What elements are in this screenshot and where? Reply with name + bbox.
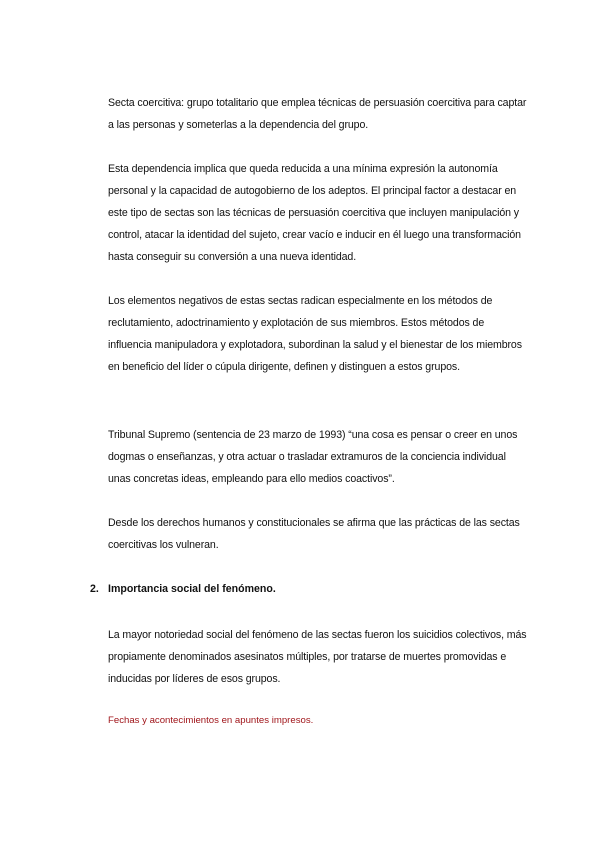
negative-elements-paragraph: Los elementos negativos de estas sectas radican especialmente en los métodos de reclutamiento, adoctrinamiento y explotación de sus miembros. Estos métodos de influencia manipuladora y explotadora, subordinan la salud y el bienestar de los miembros en beneficio del líder o cúpula dirigente, definen y distinguen a estos grupos. xyxy=(108,295,522,373)
dependency-paragraph: Esta dependencia implica que queda reducida a una mínima expresión la autonomía personal y la capacidad de autogobierno de los adeptos. El principal factor a destacar en este tipo de sectas son las técnicas de persuasión coercitiva que incluyen manipulación y control, atacar la identidad del sujeto, crear vacío e inducir en él luego una transformación hasta conseguir su conversión a una nueva identidad. xyxy=(108,163,521,263)
printed-notes-reference: Fechas y acontecimientos en apuntes impresos. xyxy=(108,715,314,726)
supreme-court-quote-paragraph: Tribunal Supremo (sentencia de 23 marzo de 1993) “una cosa es pensar o creer en unos dogmas o enseñanzas, y otra actuar o trasladar extramuros de la conciencia individual unas concretas ideas, empleando para ello medios coactivos”. xyxy=(108,429,518,485)
section-title: Importancia social del fenómeno. xyxy=(108,583,276,595)
social-importance-paragraph: La mayor notoriedad social del fenómeno de las sectas fueron los suicidios colectivos, más propiamente denominados asesinatos múltiples, por tratarse de muertes promovidas e inducidas por líderes de esos grupos. xyxy=(108,629,527,685)
section-heading xyxy=(90,578,276,600)
section-number: 2. xyxy=(90,583,99,595)
definition-paragraph: Secta coercitiva: grupo totalitario que emplea técnicas de persuasión coercitiva para captar a las personas y someterlas a la dependencia del grupo. xyxy=(108,97,527,131)
human-rights-paragraph: Desde los derechos humanos y constitucionales se afirma que las prácticas de las sectas coercitivas los vulneran. xyxy=(108,517,520,551)
